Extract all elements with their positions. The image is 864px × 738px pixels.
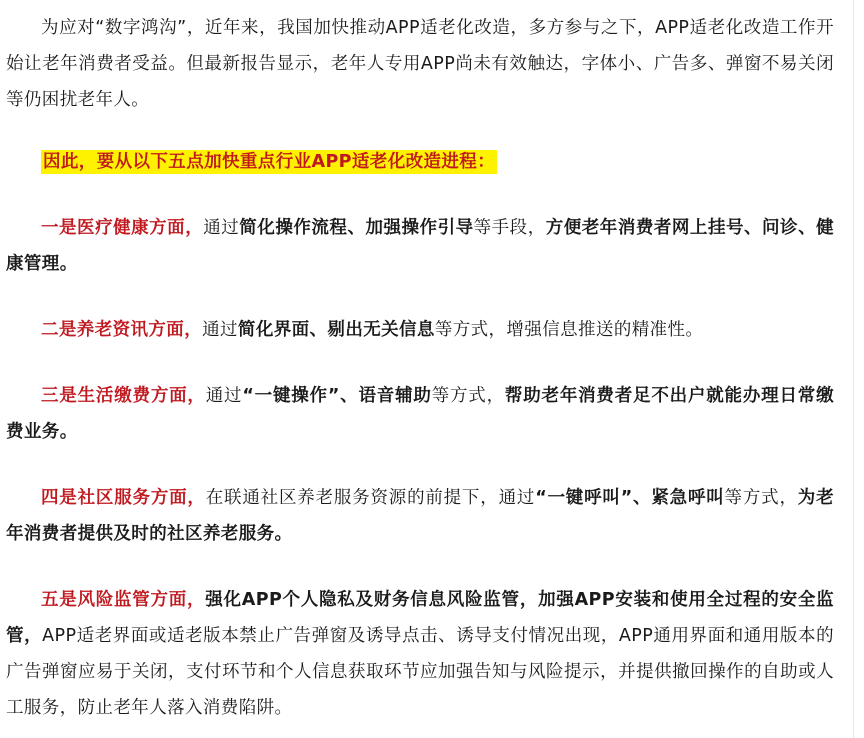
point-1-bold-1: 简化操作流程、加强操作引导 (239, 218, 474, 238)
point-5-head: 五是风险监管方面， (41, 590, 206, 610)
point-3-text-1: 通过 (205, 386, 243, 406)
point-1-paragraph (6, 210, 834, 282)
point-4-text-2: 等方式， (724, 488, 798, 508)
point-5-text-1: APP适老界面或适老版本禁止广告弹窗及诱导点击、诱导支付情况出现，APP通用界面和通用版本的广告弹窗应易于关闭，支付环节和个人信息获取环节应加强告知与风险提示，并提供撤回操作的自助或人工服务，防止老年人落入消费陷阱。 (6, 626, 834, 718)
point-2-paragraph (6, 312, 834, 348)
point-4-head: 四是社区服务方面， (41, 488, 206, 508)
point-1-text-1: 通过 (203, 218, 240, 238)
point-3-paragraph (6, 378, 834, 450)
point-3-text-2: 等方式， (431, 386, 505, 406)
highlighted-heading: 因此，要从以下五点加快重点行业APP适老化改造进程： (43, 152, 496, 172)
point-3-bold-1: “一键操作”、语音辅助 (242, 386, 432, 406)
point-2-head: 二是养老资讯方面， (41, 320, 203, 340)
point-2-bold-1: 简化界面、剔出无关信息 (237, 320, 435, 340)
point-4-bold-2: 为老年消费者提供及时的社区养老服务。 (6, 488, 834, 544)
point-5-paragraph (6, 582, 834, 726)
highlight-paragraph (6, 144, 834, 180)
point-4-paragraph (6, 480, 834, 552)
point-2-text-1: 通过 (202, 320, 238, 340)
point-4-text-1: 在联通社区养老服务资源的前提下，通过 (205, 488, 536, 508)
intro-paragraph (6, 10, 834, 118)
point-3-head: 三是生活缴费方面， (41, 386, 206, 406)
point-2-text-2: 等方式，增强信息推送的精准性。 (434, 320, 704, 340)
point-1-head: 一是医疗健康方面， (41, 218, 204, 238)
point-4-bold-1: “一键呼叫”、紧急呼叫 (535, 488, 725, 508)
point-1-text-2: 等手段， (473, 218, 546, 238)
point-3-bold-2: 帮助老年消费者足不出户就能办理日常缴费业务。 (6, 386, 834, 442)
intro-text: 为应对“数字鸿沟”，近年来，我国加快推动APP适老化改造，多方参与之下，APP适老化改造工作开始让老年消费者受益。但最新报告显示，老年人专用APP尚未有效触达，字体小、广告多、弹窗不易关闭等仍困扰老年人。 (6, 18, 834, 110)
point-5-bold-1: 强化APP个人隐私及财务信息风险监管，加强APP安装和使用全过程的安全监管， (6, 590, 834, 646)
point-1-bold-2: 方便老年消费者网上挂号、问诊、健康管理。 (6, 218, 835, 274)
